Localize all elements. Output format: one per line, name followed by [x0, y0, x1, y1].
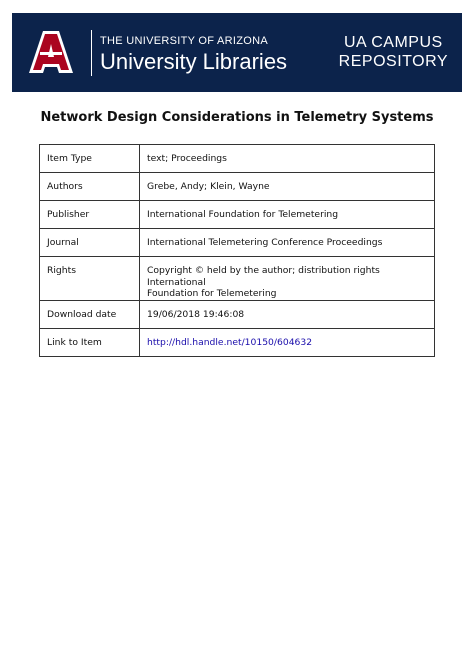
repository-name: [339, 33, 448, 71]
download-date-value: 19/06/2018 19:46:08: [140, 300, 435, 328]
arizona-a-logo-icon: [26, 27, 76, 77]
rights-value-line-2: Foundation for Telemetering: [147, 288, 277, 299]
journal-label: Journal: [40, 229, 140, 257]
table-row: [40, 145, 435, 173]
rights-value-line-1: Copyright © held by the author; distribution rights International: [147, 265, 380, 288]
banner-divider: [91, 30, 92, 76]
publisher-label: Publisher: [40, 201, 140, 229]
header-banner: [12, 13, 462, 92]
table-row: [40, 173, 435, 201]
rights-value: [140, 257, 435, 301]
authors-value: Grebe, Andy; Klein, Wayne: [140, 173, 435, 201]
download-date-label: Download date: [40, 300, 140, 328]
item-type-label: Item Type: [40, 145, 140, 173]
university-libraries: University Libraries: [100, 49, 288, 74]
item-link[interactable]: http://hdl.handle.net/10150/604632: [147, 336, 313, 348]
publisher-value: International Foundation for Telemetering: [140, 201, 435, 229]
table-row: [40, 300, 435, 328]
authors-label: Authors: [40, 173, 140, 201]
rights-label: Rights: [40, 257, 140, 301]
document-title: Network Design Considerations in Telemetry Systems: [40, 110, 434, 125]
table-row: [40, 201, 435, 229]
repository-line-2: REPOSITORY: [338, 53, 448, 70]
metadata-table: [39, 144, 435, 357]
journal-value: International Telemetering Conference Proceedings: [140, 229, 435, 257]
table-row: [40, 229, 435, 257]
table-row: [40, 257, 435, 301]
link-to-item-label: Link to Item: [40, 328, 140, 356]
university-name: THE UNIVERSITY OF ARIZONA: [100, 35, 269, 47]
link-to-item-cell: [140, 328, 435, 356]
repository-line-1: UA CAMPUS: [343, 34, 443, 51]
item-type-value: text; Proceedings: [140, 145, 435, 173]
table-row: [40, 328, 435, 356]
